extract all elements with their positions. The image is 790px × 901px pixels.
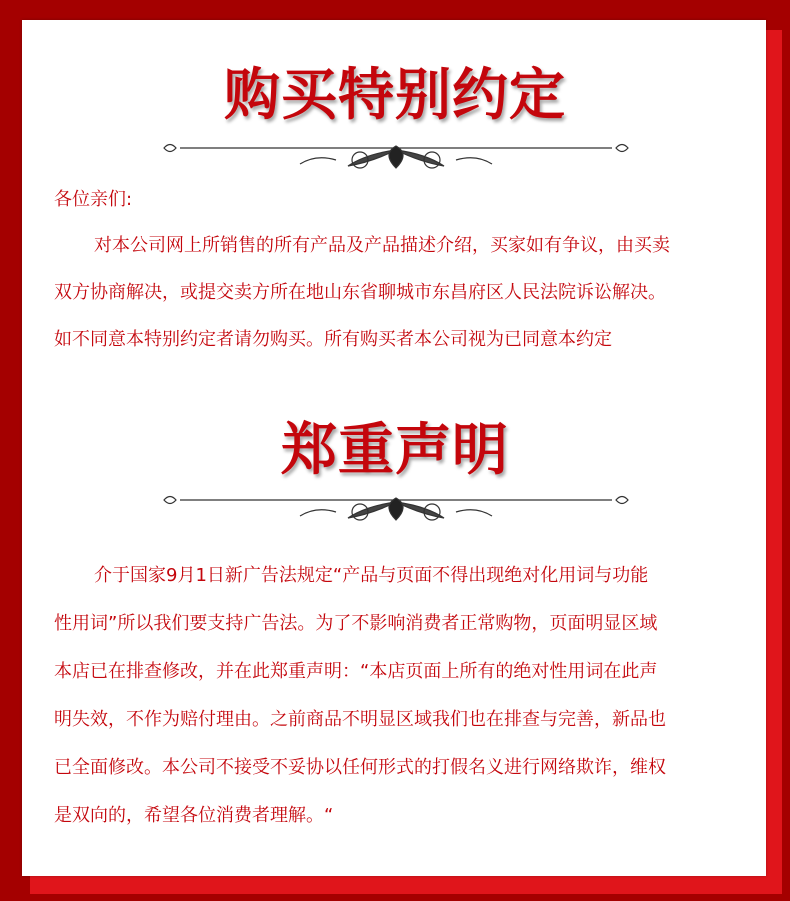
paragraph-line: 对本公司网上所销售的所有产品及产品描述介绍，买家如有争议，由买卖 <box>94 235 670 256</box>
ornamental-divider-icon <box>160 136 632 172</box>
paragraph-line: 双方协商解决，或提交卖方所在地山东省聊城市东昌府区人民法院诉讼解决。 <box>54 282 666 303</box>
paragraph-line: 明失效，不作为赔付理由。之前商品不明显区域我们也在排查与完善，新品也 <box>54 709 666 730</box>
paragraph-line: 如不同意本特别约定者请勿购买。所有购买者本公司视为已同意本约定 <box>54 329 612 350</box>
purchase-agreement-paragraph <box>54 232 744 373</box>
paragraph-line: 已全面修改。本公司不接受不妥协以任何形式的打假名义进行网络欺诈，维权 <box>54 757 666 778</box>
section-title-solemn-statement: 郑重声明 <box>281 418 509 483</box>
paragraph-line: 本店已在排查修改，并在此郑重声明：“本店页面上所有的绝对性用词在此声 <box>54 661 658 682</box>
solemn-statement-paragraph <box>54 562 744 850</box>
paragraph-line: 性用词”所以我们要支持广告法。为了不影响消费者正常购物，页面明显区域 <box>54 613 658 634</box>
paragraph-line: 介于国家9月1日新广告法规定“产品与页面不得出现绝对化用词与功能 <box>94 565 649 586</box>
section-title-purchase-agreement: 购买特别约定 <box>224 63 566 128</box>
paragraph-line: 是双向的，希望各位消费者理解。“ <box>54 805 334 826</box>
ornamental-divider-icon <box>160 488 632 524</box>
salutation: 各位亲们: <box>54 189 133 210</box>
